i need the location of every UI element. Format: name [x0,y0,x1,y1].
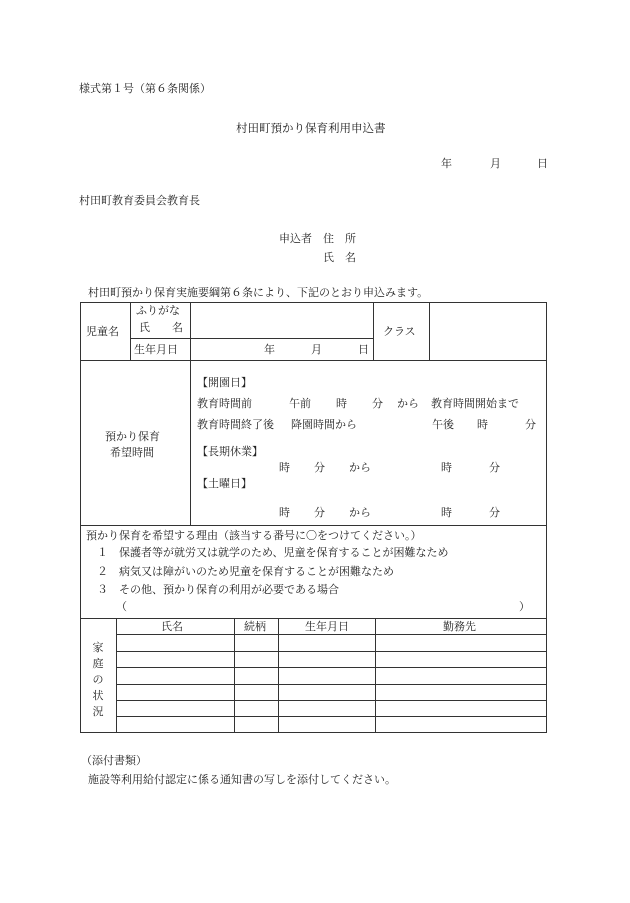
saturday-heading: 【土曜日】 [197,477,252,490]
reason-text: 病気又は障がいのため児童を保育することが困難なため [119,565,394,578]
family-col-birthdate: 生年月日 [305,620,349,633]
hour-label: 時 [441,506,452,519]
minute-label: 分 [372,397,383,410]
pm-label: 午後 [432,418,454,431]
minute-label: 分 [314,506,325,519]
family-col-relationship: 続柄 [244,620,266,633]
birth-year-label: 年 [264,343,275,356]
attachments-header: （添付書類） [81,754,147,767]
family-label-char: 況 [92,705,104,718]
family-label-char: 状 [92,689,104,702]
date-month-label: 月 [490,157,501,170]
form-number: 様式第１号（第６条関係） [79,82,211,95]
applicant-address-label: 住 所 [323,232,356,245]
hour-label: 時 [441,461,452,474]
reason-header: 預かり保育を希望する理由（該当する番号に〇をつけてください。） [86,529,422,542]
date-year-label: 年 [441,157,452,170]
family-label-char: の [92,673,104,686]
family-col-workplace: 勤務先 [443,620,476,633]
long-holiday-heading: 【長期休業】 [197,445,263,458]
reason-number: ２ [97,565,108,578]
minute-label: 分 [525,418,536,431]
hour-label: 時 [279,506,290,519]
family-col-name: 氏名 [161,620,183,633]
birthdate-label: 生年月日 [134,343,178,356]
from-label: から [349,461,371,474]
minute-label: 分 [489,461,500,474]
family-status-label [80,640,116,720]
after-class-label: 教育時間終了後 [197,418,274,431]
am-label: 午前 [289,397,311,410]
minute-label: 分 [489,506,500,519]
reason-text: その他、預かり保育の利用が必要である場合 [119,583,339,596]
class-label: クラス [383,325,416,338]
attachments-text: 施設等利用給付認定に係る通知書の写しを添付してください。 [88,773,396,786]
before-class-label: 教育時間前 [197,397,252,410]
furigana-label: ふりがな [136,304,180,317]
reason-number: １ [97,546,108,559]
minute-label: 分 [314,461,325,474]
date-day-label: 日 [537,157,548,170]
addressee: 村田町教育委員会教育長 [79,194,200,207]
applicant-name-label: 氏 名 [323,251,356,264]
applicant-label: 申込者 [279,232,312,245]
family-label-char: 庭 [92,657,104,670]
hour-label: 時 [336,397,347,410]
intro-text: 村田町預かり保育実施要綱第６条により、下記のとおり申込みます。 [88,286,429,299]
reason-text: 保護者等が就労又は就学のため、児童を保育することが困難なため [119,546,449,559]
child-name-label: 氏 名 [139,321,183,334]
other-reason-paren-open: （ [116,600,127,613]
family-label-char: 家 [92,641,104,654]
hours-label-line2: 希望時間 [110,446,154,459]
birth-day-label: 日 [358,343,369,356]
page-title: 村田町預かり保育利用申込書 [236,121,386,135]
other-reason-paren-close: ） [519,600,530,613]
birth-month-label: 月 [311,343,322,356]
reason-number: ３ [97,583,108,596]
child-label: 児童名 [86,325,119,338]
hours-label-line1: 預かり保育 [105,430,160,443]
from-label: から [397,397,419,410]
until-class-start-label: 教育時間開始まで [431,397,519,410]
open-day-heading: 【開園日】 [197,376,252,389]
from-dismissal-label: 降園時間から [291,418,357,431]
from-label: から [349,506,371,519]
hour-label: 時 [477,418,488,431]
hour-label: 時 [279,461,290,474]
